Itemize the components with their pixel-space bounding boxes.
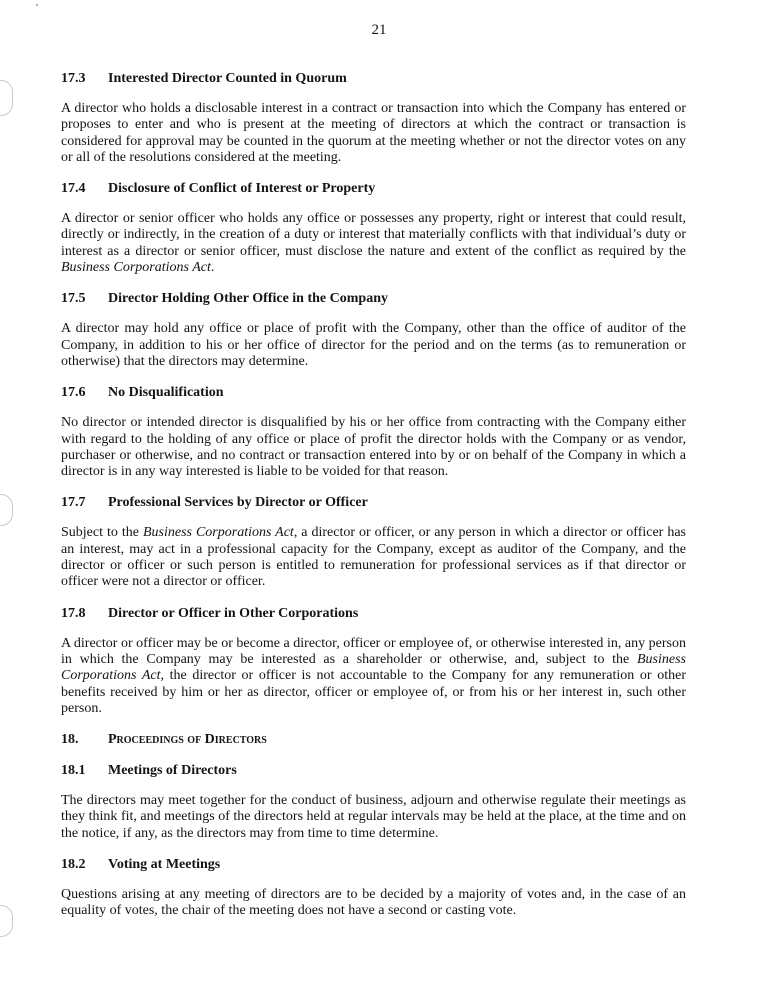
text-run: Questions arising at any meeting of directors are to be decided by a majority of votes and, in the case of an equality of votes, the chair of the meeting does not have a second or casting vote. <box>61 887 686 919</box>
section-17-3 <box>61 70 686 166</box>
text-run: Subject to the <box>61 525 143 541</box>
section-17-8 <box>61 605 686 717</box>
section-heading <box>61 384 686 401</box>
section-17-5 <box>61 290 686 370</box>
section-paragraph <box>61 101 686 166</box>
section-heading <box>61 856 686 873</box>
section-paragraph <box>61 887 686 920</box>
text-run: . <box>210 260 215 276</box>
section-title: Director or Officer in Other Corporations <box>108 605 359 621</box>
section-number: 18.2 <box>61 857 86 873</box>
section-18-1 <box>61 762 686 842</box>
text-run: No director or intended director is disqualified by his or her office from contracting with the Company either with regard to the holding of any office or place of profit the director holds with the Company or as vendor, purchaser or otherwise, and no contract or transaction entered into by or on behalf of the Company in which a director is in any way interested is liable to be voided for that reason. <box>61 415 686 480</box>
section-title: No Disqualification <box>108 385 224 401</box>
section-title: Interested Director Counted in Quorum <box>108 71 347 86</box>
section-title: Voting at Meetings <box>108 857 221 873</box>
section-number: 17.4 <box>61 181 86 197</box>
statute-name: Business Corporations Act <box>61 651 686 684</box>
section-title: Disclosure of Conflict of Interest or Property <box>108 181 376 197</box>
section-paragraph <box>61 321 686 370</box>
section-heading <box>61 731 686 748</box>
section-17-7 <box>61 494 686 590</box>
text-run: , the director or officer is not accountable to the Company for any remuneration or other benefits received by him or her as director, officer or employee of, or from his or her interest in, such other person. <box>61 668 686 716</box>
text-run: A director who holds a disclosable interest in a contract or transaction into which the Company has entered or proposes to enter and who is present at the meeting of directors at which the contract or transaction is considered for approval may be counted in the quorum at the meeting whether or not the director votes on any or all of the resolutions considered at the meeting. <box>61 101 686 165</box>
section-heading <box>61 494 686 511</box>
section-heading <box>61 70 686 87</box>
section-title: Meetings of Directors <box>108 763 237 779</box>
section-heading <box>61 605 686 622</box>
section-17-6 <box>61 384 686 480</box>
binder-hole-mark-top <box>0 80 13 116</box>
section-heading <box>61 290 686 307</box>
section-paragraph <box>61 415 686 480</box>
section-18 <box>61 731 686 748</box>
page-number: 21 <box>371 22 387 38</box>
statute-name: Business Corporations Act <box>142 525 294 541</box>
section-18-2 <box>61 856 686 920</box>
section-number: 17.5 <box>61 291 86 307</box>
section-title: Proceedings of Directors <box>108 732 267 748</box>
text-run: A director may hold any office or place of profit with the Company, other than the office of auditor of the Company, in addition to his or her office of director for the period and on the terms (as to remuneration or otherwise) that the directors may determine. <box>61 321 686 369</box>
section-heading <box>61 762 686 779</box>
section-number: 18.1 <box>61 763 86 779</box>
section-heading <box>61 180 686 197</box>
section-paragraph <box>61 793 686 842</box>
section-paragraph <box>61 525 686 590</box>
section-number: 17.8 <box>61 605 86 621</box>
section-number: 17.3 <box>61 71 86 86</box>
section-title: Professional Services by Director or Officer <box>108 495 368 511</box>
section-paragraph <box>61 211 686 276</box>
binder-hole-mark-bottom <box>0 905 13 937</box>
document-body <box>61 70 686 934</box>
text-run: A director or senior officer who holds any office or possesses any property, right or interest that could result, directly or indirectly, in the creation of a duty or interest that materially conflicts with that individual’s duty or interest as a director or senior officer, must disclose the nature and extent of the conflict as required by the <box>61 211 686 259</box>
section-paragraph <box>61 636 686 717</box>
text-run: A director or officer may be or become a director, officer or employee of, or otherwise interested in, any person in which the Company may be interested as a shareholder or otherwise, and, subject to the <box>61 635 686 667</box>
section-17-4 <box>61 180 686 276</box>
binder-hole-mark-middle <box>0 494 13 526</box>
section-number: 17.6 <box>61 385 86 401</box>
scan-speck <box>36 4 38 6</box>
section-number: 18. <box>61 732 79 748</box>
text-run: The directors may meet together for the conduct of business, adjourn and otherwise regulate their meetings as they think fit, and meetings of the directors held at regular intervals may be held at the place, at the time and on the notice, if any, as the directors may from time to time determine. <box>61 793 686 841</box>
section-number: 17.7 <box>61 495 86 511</box>
section-title: Director Holding Other Office in the Company <box>108 291 388 307</box>
text-run: , a director or officer, or any person in which a director or officer has an interest, may act in a professional capacity for the Company, except as auditor of the Company, and the director or officer or such person is entitled to remuneration for professional services as if that director or officer were not a director or officer. <box>61 525 686 590</box>
statute-name: Business Corporations Act <box>61 260 211 276</box>
